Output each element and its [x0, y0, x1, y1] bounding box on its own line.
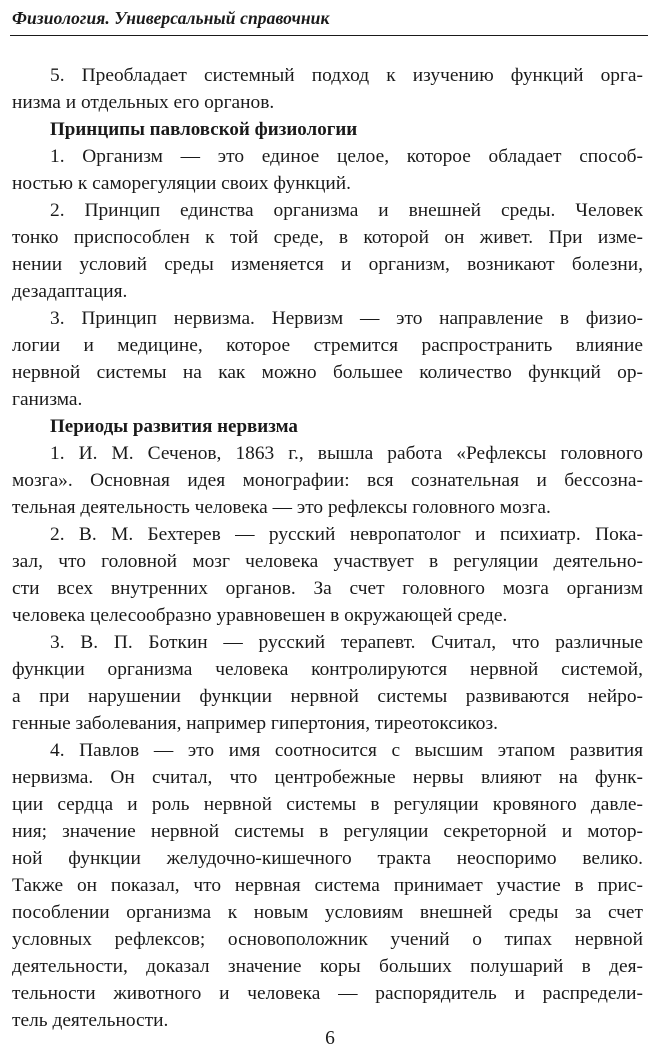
text-line: 3. В. П. Боткин — русский терапевт. Считал, что различные: [50, 632, 643, 653]
text-line: мозга». Основная идея монографии: вся сознательная и бессозна-: [12, 470, 643, 491]
text-line: ния; значение нервной системы в регуляции секреторной и мотор-: [12, 821, 643, 842]
text-line: тонко приспособлен к той среде, в которой он живет. При изме-: [12, 227, 643, 248]
header-rule: [10, 35, 648, 36]
text-line: 4. Павлов — это имя соотносится с высшим этапом развития: [50, 740, 643, 761]
text-line: дезадаптация.: [12, 281, 128, 302]
text-line: тельности животного и человека — распорядитель и распредели-: [12, 983, 643, 1004]
text-line: ганизма.: [12, 389, 83, 410]
text-line: ной функции желудочно-кишечного тракта неоспоримо велико.: [12, 848, 643, 869]
text-line: пособлении организма к новым условиям внешней среды за счет: [12, 902, 643, 923]
text-line: зал, что головной мозг человека участвует в регуляции деятельно-: [12, 551, 643, 572]
text-line: сти всех внутренних органов. За счет головного мозга организм: [12, 578, 643, 599]
text-line: Также он показал, что нервная система принимает участие в прис-: [12, 875, 643, 896]
section-heading: Принципы павловской физиологии: [50, 119, 358, 140]
text-line: а при нарушении функции нервной системы развиваются нейро-: [12, 686, 643, 707]
text-line: ностью к саморегуляции своих функций.: [12, 173, 351, 194]
text-line: генные заболевания, например гипертония, тиреотоксикоз.: [12, 713, 498, 734]
text-line: тель деятельности.: [12, 1010, 169, 1031]
text-line: условных рефлексов; основоположник учений о типах нервной: [12, 929, 643, 950]
text-line: деятельности, доказал значение коры больших полушарий в дея-: [12, 956, 643, 977]
text-line: 5. Преобладает системный подход к изучению функций орга-: [50, 65, 643, 86]
running-head-title: Физиология. Универсальный справочник: [12, 8, 330, 28]
page-body-text: [12, 62, 643, 1034]
text-line: 1. И. М. Сеченов, 1863 г., вышла работа «Рефлексы головного: [50, 443, 643, 464]
text-line: функции организма человека контролируются нервной системой,: [12, 659, 643, 680]
text-line: нении условий среды изменяется и организм, возникают болезни,: [12, 254, 643, 275]
section-heading: Периоды развития нервизма: [50, 416, 298, 437]
text-line: нервной системы на как можно большее количество функций ор-: [12, 362, 643, 383]
text-line: 3. Принцип нервизма. Нервизм — это направление в физио-: [50, 308, 643, 329]
text-line: ции сердца и роль нервной системы в регуляции кровяного давле-: [12, 794, 643, 815]
text-line: нервизма. Он считал, что центробежные нервы влияют на функ-: [12, 767, 643, 788]
text-line: тельная деятельность человека — это рефлексы головного мозга.: [12, 497, 551, 518]
text-line: логии и медицине, которое стремится распространить влияние: [12, 335, 643, 356]
text-line: 2. Принцип единства организма и внешней среды. Человек: [50, 200, 643, 221]
text-line: 1. Организм — это единое целое, которое обладает способ-: [50, 146, 643, 167]
page-number: 6: [325, 1028, 335, 1049]
text-line: человека целесообразно уравновешен в окружающей среде.: [12, 605, 508, 626]
text-line: низма и отдельных его органов.: [12, 92, 275, 113]
text-line: 2. В. М. Бехтерев — русский невропатолог и психиатр. Пока-: [50, 524, 643, 545]
